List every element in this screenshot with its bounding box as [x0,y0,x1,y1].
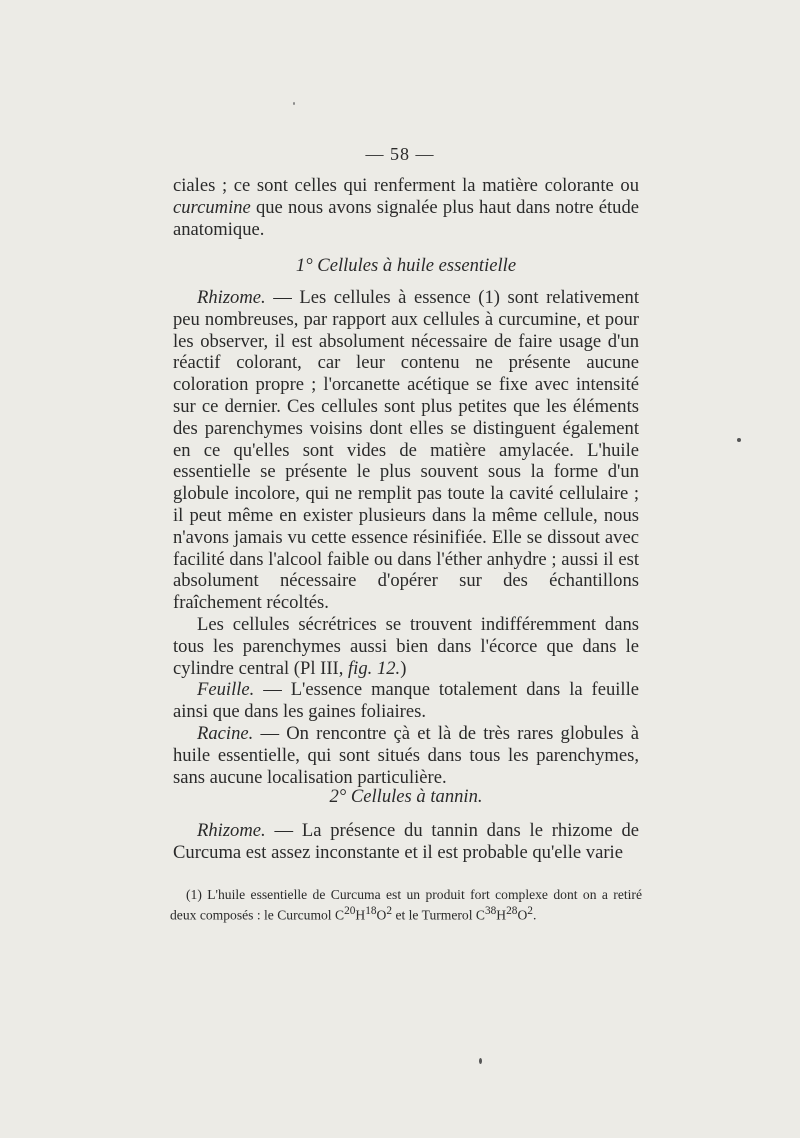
paper-speck [737,438,741,442]
section-heading-2 [173,786,639,808]
heading-1-number: 1° [295,255,313,276]
footnote-o-2: O [517,907,528,923]
footnote-sup-3: 2 [386,905,393,917]
curcumine-term: curcumine [173,196,251,218]
footnote-sup-5: 28 [506,905,518,917]
footnote-sup-2: 18 [365,905,377,917]
secretory-text-b: ) [400,657,407,679]
paper-speck [293,102,295,105]
tannin-rhizome-label: Rhizome. [197,820,266,841]
intro-text-a: ciales ; ce sont celles qui renferment la matière colorante ou [173,175,639,196]
heading-2-text: Cellules à tannin. [346,786,483,807]
section-heading-1 [173,255,639,277]
section-1-body [173,287,639,788]
feuille-paragraph [173,679,639,723]
heading-1-text: Cellules à huile essentielle [312,255,517,276]
racine-text: — On rencontre çà et là de très rares globules à huile essentielle, qui sont situés dans tous les parenchymes, sans aucune localisation particulière. [173,722,639,788]
footnote-sup-6: 2 [527,905,533,917]
figure-reference: fig. 12. [348,657,401,679]
page-number: — 58 — [365,144,435,164]
racine-label: Racine. [197,722,254,744]
footnote-text-c: . [532,907,537,923]
footnote-text-b: et le Turmerol C [392,907,485,923]
intro-text-b: que nous avons signalée plus haut dans notre étude anatomique. [173,196,639,240]
tannin-rhizome-text: — La présence du tannin dans le rhizome de Curcuma est assez inconstante et il est probable qu'elle varie [173,820,639,863]
footnote [170,886,642,924]
footnote-text-a: (1) L'huile essentielle de Curcuma est un produit fort complexe dont on a retiré deux composés : le Curcumol C [170,887,642,923]
footnote-o-1: O [376,907,387,923]
intro-paragraph [173,175,639,240]
secretory-paragraph [173,614,639,679]
racine-paragraph [173,723,639,788]
heading-2-number: 2° [329,786,347,807]
rhizome-label: Rhizome. [197,287,266,308]
section-2-body [173,820,639,864]
feuille-label: Feuille. [197,679,255,701]
footnote-h-1: H [355,907,366,923]
footnote-sup-1: 20 [344,905,356,917]
rhizome-paragraph [173,287,639,614]
footnote-sup-4: 38 [484,905,497,917]
secretory-text-a: Les cellules sécrétrices se trouvent indifféremment dans tous les parenchymes aussi bien dans l'écorce que dans le cylindre central (Pl III, [173,613,639,679]
paper-speck [479,1058,482,1064]
footnote-h-2: H [496,907,507,923]
tannin-rhizome-paragraph [173,820,639,864]
rhizome-text: — Les cellules à essence (1) sont relativement peu nombreuses, par rapport aux cellules à curcumine, et pour les observer, il est absolument nécessaire de faire usage d'un réactif colorant, car leur contenu ne présente aucune coloration propre ; l'orcanette acétique se fixe avec intensité sur ce dernier. Ces cellules sont plus petites que les éléments des parenchymes voisins dont elles se distinguent également en ce qu'elles sont vides de matière amylacée. L'huile essentielle se présente le plus souvent sous la forme d'un globule incolore, qui ne remplit pas toute la cavité cellulaire ; il peut même en exister plusieurs dans la même cellule, nous n'avons jamais vu cette essence résinifiée. Elle se dissout avec facilité dans l'alcool faible ou dans l'éther anhydre ; aussi il est absolument nécessaire d'opérer sur des échantillons fraîchement récoltés. [173,287,639,614]
feuille-text: — L'essence manque totalement dans la feuille ainsi que dans les gaines foliaires. [173,679,639,723]
